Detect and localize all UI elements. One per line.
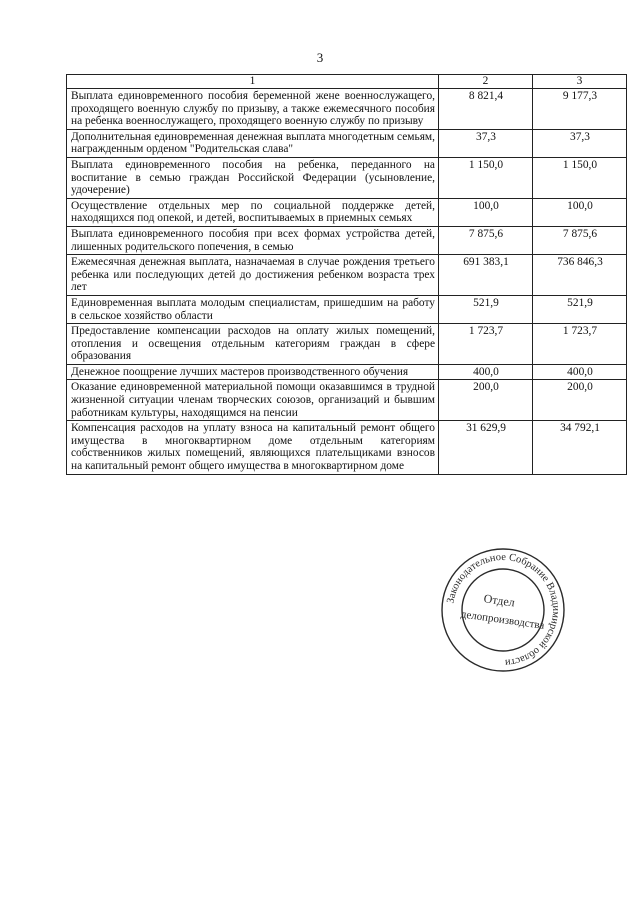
table-row xyxy=(67,324,627,365)
row-value-3: 100,0 xyxy=(533,198,627,226)
table-row xyxy=(67,89,627,130)
row-value-2: 31 629,9 xyxy=(439,421,533,474)
row-value-3: 9 177,3 xyxy=(533,89,627,130)
row-value-2: 691 383,1 xyxy=(439,255,533,296)
row-value-3: 34 792,1 xyxy=(533,421,627,474)
row-value-3: 1 150,0 xyxy=(533,157,627,198)
column-header-2: 2 xyxy=(439,75,533,89)
row-value-2: 200,0 xyxy=(439,380,533,421)
table-row xyxy=(67,226,627,254)
column-header-1: 1 xyxy=(67,75,439,89)
row-value-3: 521,9 xyxy=(533,295,627,323)
table-row xyxy=(67,364,627,380)
row-value-3: 7 875,6 xyxy=(533,226,627,254)
row-value-2: 7 875,6 xyxy=(439,226,533,254)
page-number: 3 xyxy=(316,50,324,65)
table-row xyxy=(67,421,627,474)
row-description: Предоставление компенсации расходов на оплату жилых помещений, отопления и освещения отдельным категориям граждан в сфере образования xyxy=(67,324,439,365)
row-value-2: 37,3 xyxy=(439,129,533,157)
row-description: Оказание единовременной материальной помощи оказавшимся в трудной жизненной ситуации членам творческих союзов, организаций и бывшим работникам культуры, находящимся на пенсии xyxy=(67,380,439,421)
table-row xyxy=(67,295,627,323)
stamp-center-line-1: Отдел xyxy=(482,591,516,610)
table-row xyxy=(67,129,627,157)
row-value-2: 100,0 xyxy=(439,198,533,226)
row-description: Компенсация расходов на уплату взноса на капитальный ремонт общего имущества в многоквартирном доме отдельным категориям собственников жилых помещений, являющихся плательщиками взносов на капитальный ремонт общего имущества в многоквартирном доме xyxy=(67,421,439,474)
row-description: Осуществление отдельных мер по социальной поддержке детей, находящихся под опекой, и детей, воспитываемых в приемных семьях xyxy=(67,198,439,226)
row-description: Выплата единовременного пособия беременной жене военнослужащего, проходящего военную службу по призыву, а также ежемесячного пособия на ребенка военнослужащего, проходящего военную службу по призыву xyxy=(67,89,439,130)
stamp-rings xyxy=(442,549,564,671)
table-row xyxy=(67,380,627,421)
column-header-3: 3 xyxy=(533,75,627,89)
row-value-3: 400,0 xyxy=(533,364,627,380)
table-row xyxy=(67,255,627,296)
stamp-center-line-2: делопроизводства xyxy=(460,608,546,632)
table-header-row xyxy=(67,75,627,89)
row-value-3: 200,0 xyxy=(533,380,627,421)
row-description: Дополнительная единовременная денежная выплата многодетным семьям, награжденным орденом "Родительская слава" xyxy=(67,129,439,157)
row-value-2: 8 821,4 xyxy=(439,89,533,130)
row-value-2: 400,0 xyxy=(439,364,533,380)
stamp-outer-ring xyxy=(442,549,564,671)
row-description: Денежное поощрение лучших мастеров производственного обучения xyxy=(67,364,439,380)
row-value-2: 521,9 xyxy=(439,295,533,323)
row-description: Выплата единовременного пособия при всех формах устройства детей, лишенных родительского попечения, в семью xyxy=(67,226,439,254)
row-value-2: 1 150,0 xyxy=(439,157,533,198)
row-value-2: 1 723,7 xyxy=(439,324,533,365)
table-row xyxy=(67,157,627,198)
office-stamp xyxy=(438,545,568,675)
budget-table xyxy=(66,74,627,475)
row-description: Единовременная выплата молодым специалистам, пришедшим на работу в сельское хозяйство области xyxy=(67,295,439,323)
row-value-3: 37,3 xyxy=(533,129,627,157)
table-row xyxy=(67,198,627,226)
row-value-3: 1 723,7 xyxy=(533,324,627,365)
row-value-3: 736 846,3 xyxy=(533,255,627,296)
stamp-ring-text: Законодательное Собрание Владимирской области xyxy=(445,551,562,669)
row-description: Ежемесячная денежная выплата, назначаемая в случае рождения третьего ребенка или последующих детей до достижения ребенком возраста трех лет xyxy=(67,255,439,296)
row-description: Выплата единовременного пособия на ребенка, переданного на воспитание в семью граждан Российской Федерации (усыновление, удочерение) xyxy=(67,157,439,198)
